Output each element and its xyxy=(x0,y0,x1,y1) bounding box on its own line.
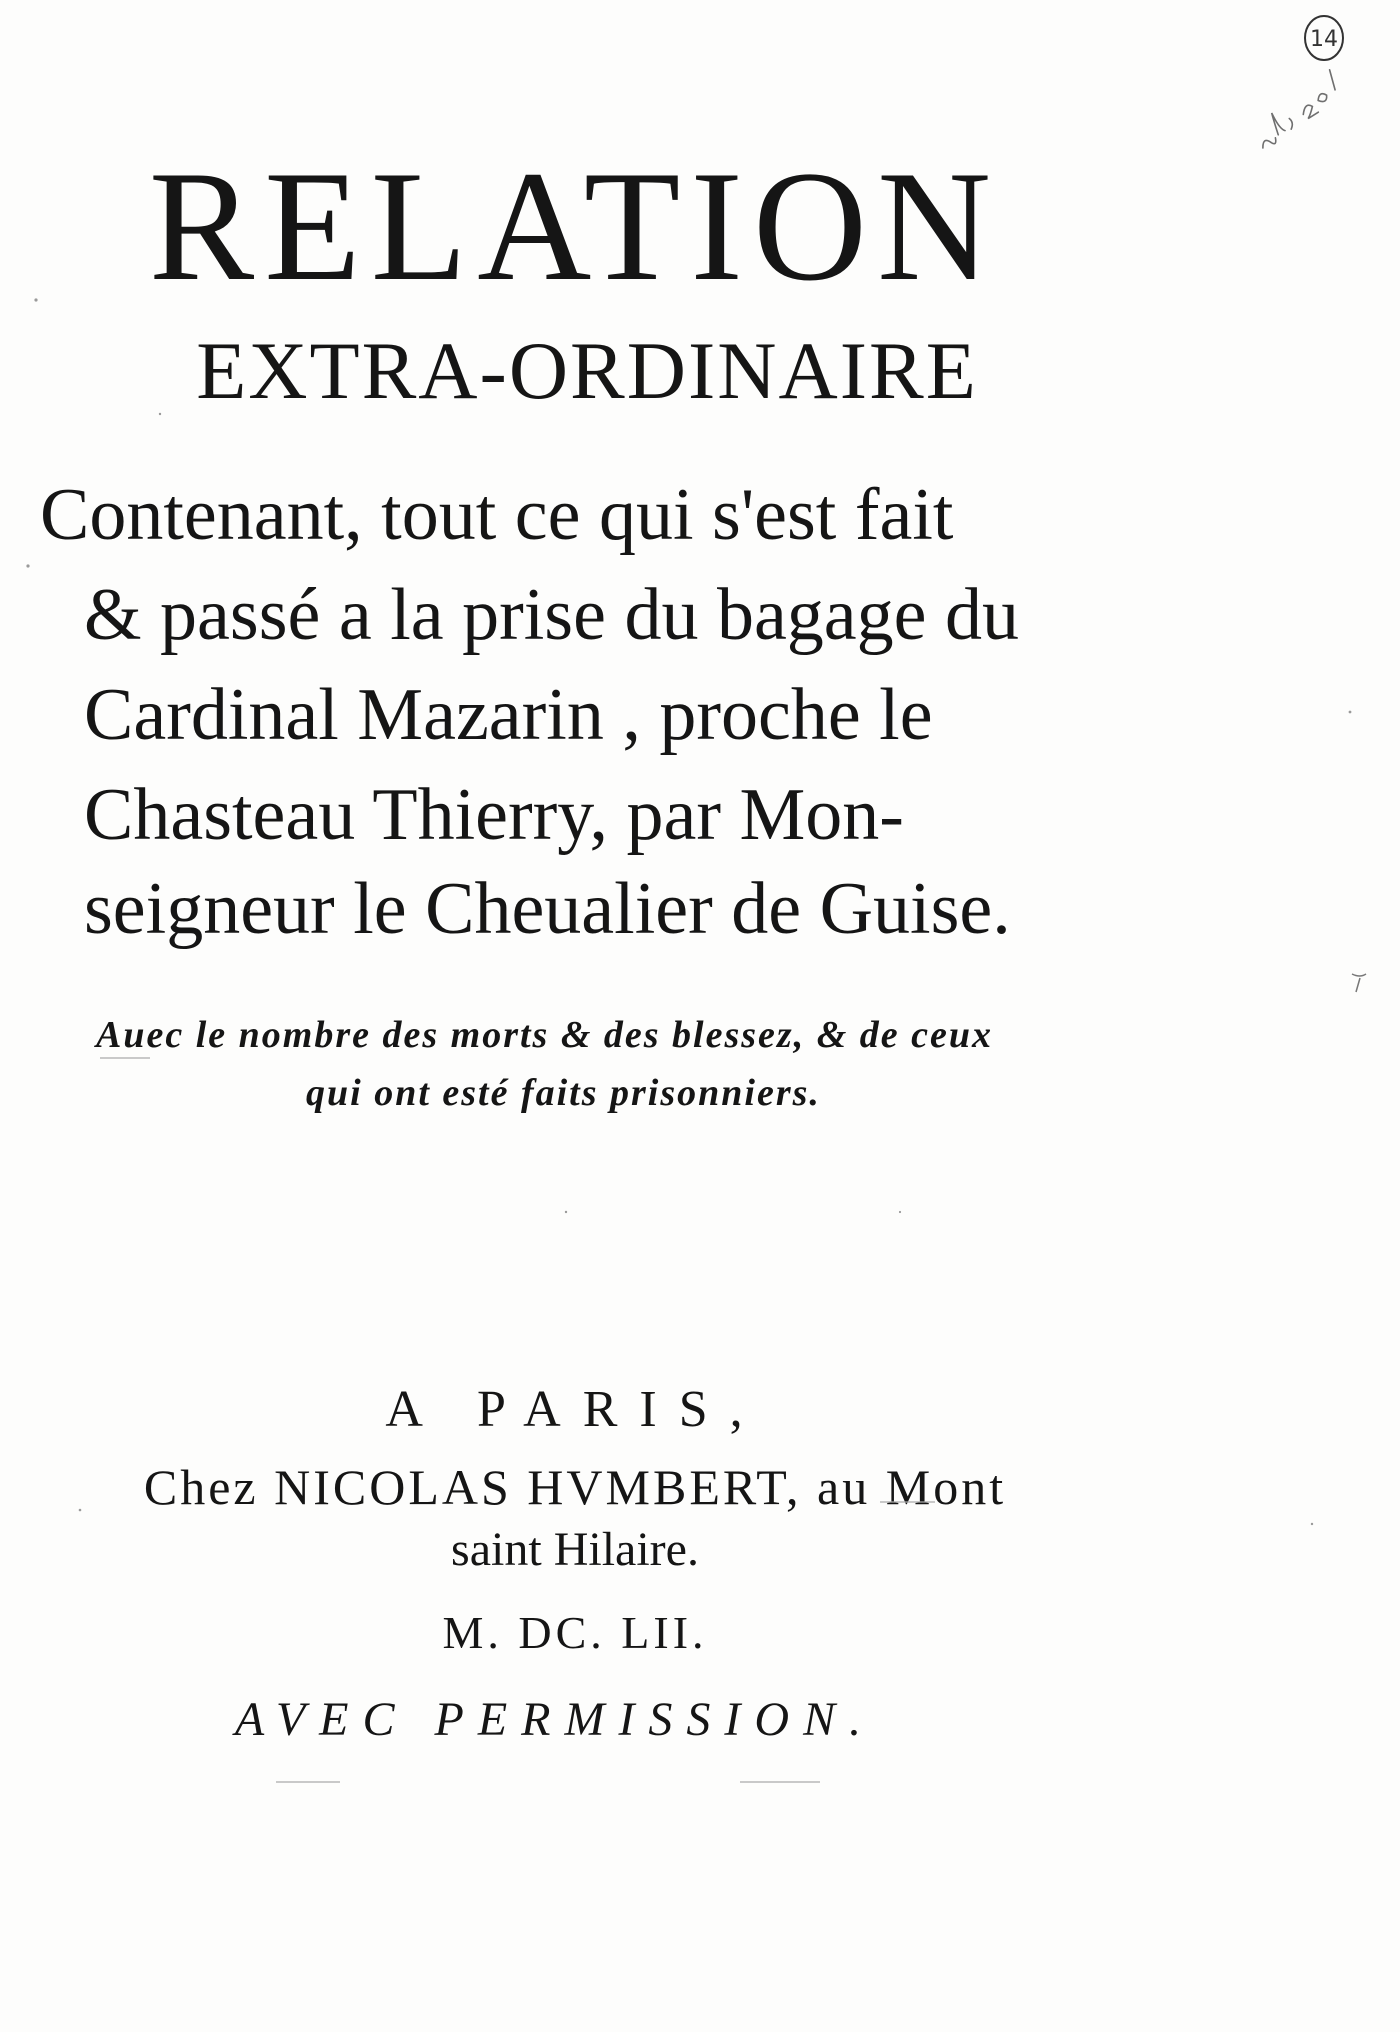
imprint-address: saint Hilaire. xyxy=(451,1523,699,1576)
imprint-printer: Chez NICOLAS HVMBERT, au Mont xyxy=(143,1459,1007,1515)
body-line-4: Chasteau Thierry, par Mon- xyxy=(84,774,904,856)
document-title: RELATION xyxy=(148,139,1002,314)
body-line-5: seigneur le Cheualier de Guise. xyxy=(84,868,1011,950)
body-line-3: Cardinal Mazarin , proche le xyxy=(84,674,933,756)
imprint-place: A PARIS, xyxy=(385,1381,765,1438)
imprint-permission: AVEC PERMISSION. xyxy=(234,1693,876,1746)
body-line-2: & passé a la prise du bagage du xyxy=(84,574,1019,656)
svg-text:14: 14 xyxy=(1310,27,1338,52)
body-line-1: Contenant, tout ce qui s'est fait xyxy=(40,474,954,556)
document-subtitle: EXTRA-ORDINAIRE xyxy=(196,325,978,416)
imprint-year: M. DC. LII. xyxy=(442,1607,708,1658)
note-line-2: qui ont esté faits prisonniers. xyxy=(306,1072,821,1114)
note-line-1: Auec le nombre des morts & des blessez, & de ceux xyxy=(96,1014,993,1056)
